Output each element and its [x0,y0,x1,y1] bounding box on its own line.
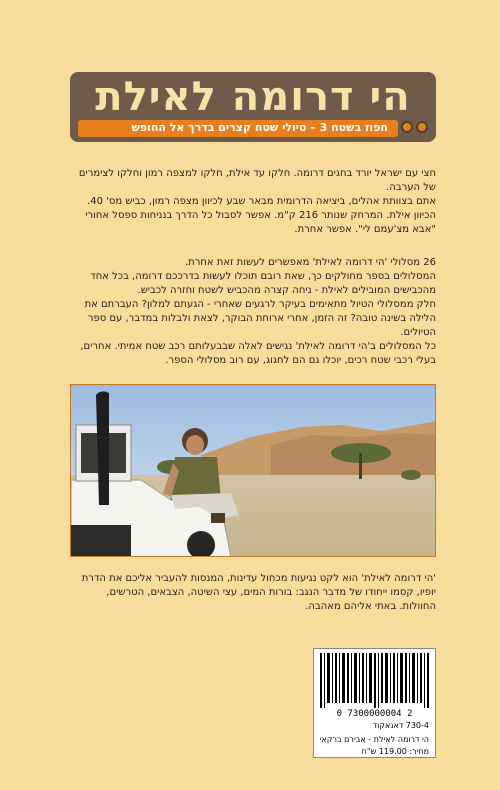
barcode-code: 730-4 דאנאקוד [372,721,429,730]
barcode-box [313,648,436,758]
paragraph: 'הי דרומה לאילת' הוא לקט נגיעות מכחול עדינות, המנסות להעביר אליכם את הדרת יופיו, קסמו ייחודו של מדבר הנגב: בורות המים, עצי השיטה, הצבאים, הטרשים, החוולות. באתי אליהם מאהבה. [81,573,436,612]
text-block-3 [72,572,436,614]
paragraph: 26 מסלולי 'הי דרומה לאילת' מאפשרים לעשות זאת אחרת. [184,257,436,268]
barcode-icon [320,653,431,708]
barcode-number: 0 7300000004 2 [336,709,413,719]
paragraph: חלק ממסלולי הטיול מתאימים בעיקר לרגעים שאחרי - הגעתם למלון? העברתם את הלילה בשינה טובה? זה הזמן, אחרי ארוחת הבוקר, לצאת ולבלות במדבר, עם ספר הטיולים. [84,299,436,338]
cover-photo [70,384,436,557]
title-box [70,72,436,142]
paragraph: חצי עם ישראל יורד בחגים דרומה. חלקו עד אילת, חלקו למצפה רמון וחלקו לצימרים של הערבה. [78,168,436,193]
book-subtitle: חפוז בשטח 3 – טיולי שטח קצרים בדרך אל החופש [131,121,388,134]
paragraph: כל המסלולים ב'הי דרומה לאילת' נגישים לאלה שבבעלותם רכב שטח אמיתי. אחרים, בעלי רכבי שטח רכים, יוכלו גם הם לחגוג, עם רוב מסלולי הספר. [80,341,436,366]
barcode-author: הי דרומה לאילת - אבירם ברקאי [319,735,429,744]
subtitle-bar [78,120,398,137]
book-title: הי דרומה לאילת [95,74,411,120]
text-block-2 [72,256,436,368]
barcode-price: מחיר: 119.00 ש"ח [361,747,429,756]
paragraph: המסלולים בספר מחולקים כך, שאת רובם תוכלו לעשות בדרככם דרומה, בכל אחד מהכבישים המובילים לאילת - ניחה קצרה מהכביש לשטח וחזרה לכביש. [90,271,436,296]
text-block-1 [72,167,436,237]
paragraph: אתם בצוותת אהלים, ביציאה הדרומית מבאר שבע לכיוון מצפה רמון, כביש מס' 40. הכיוון אילת. המרחק שנותר 216 ק"מ. אפשר לסבול כל הדרך בנניחות ספסל אחורי "אבא מצ'עמם לי". אפשר אחרת. [85,196,436,235]
decor-dots-icon [401,121,428,133]
